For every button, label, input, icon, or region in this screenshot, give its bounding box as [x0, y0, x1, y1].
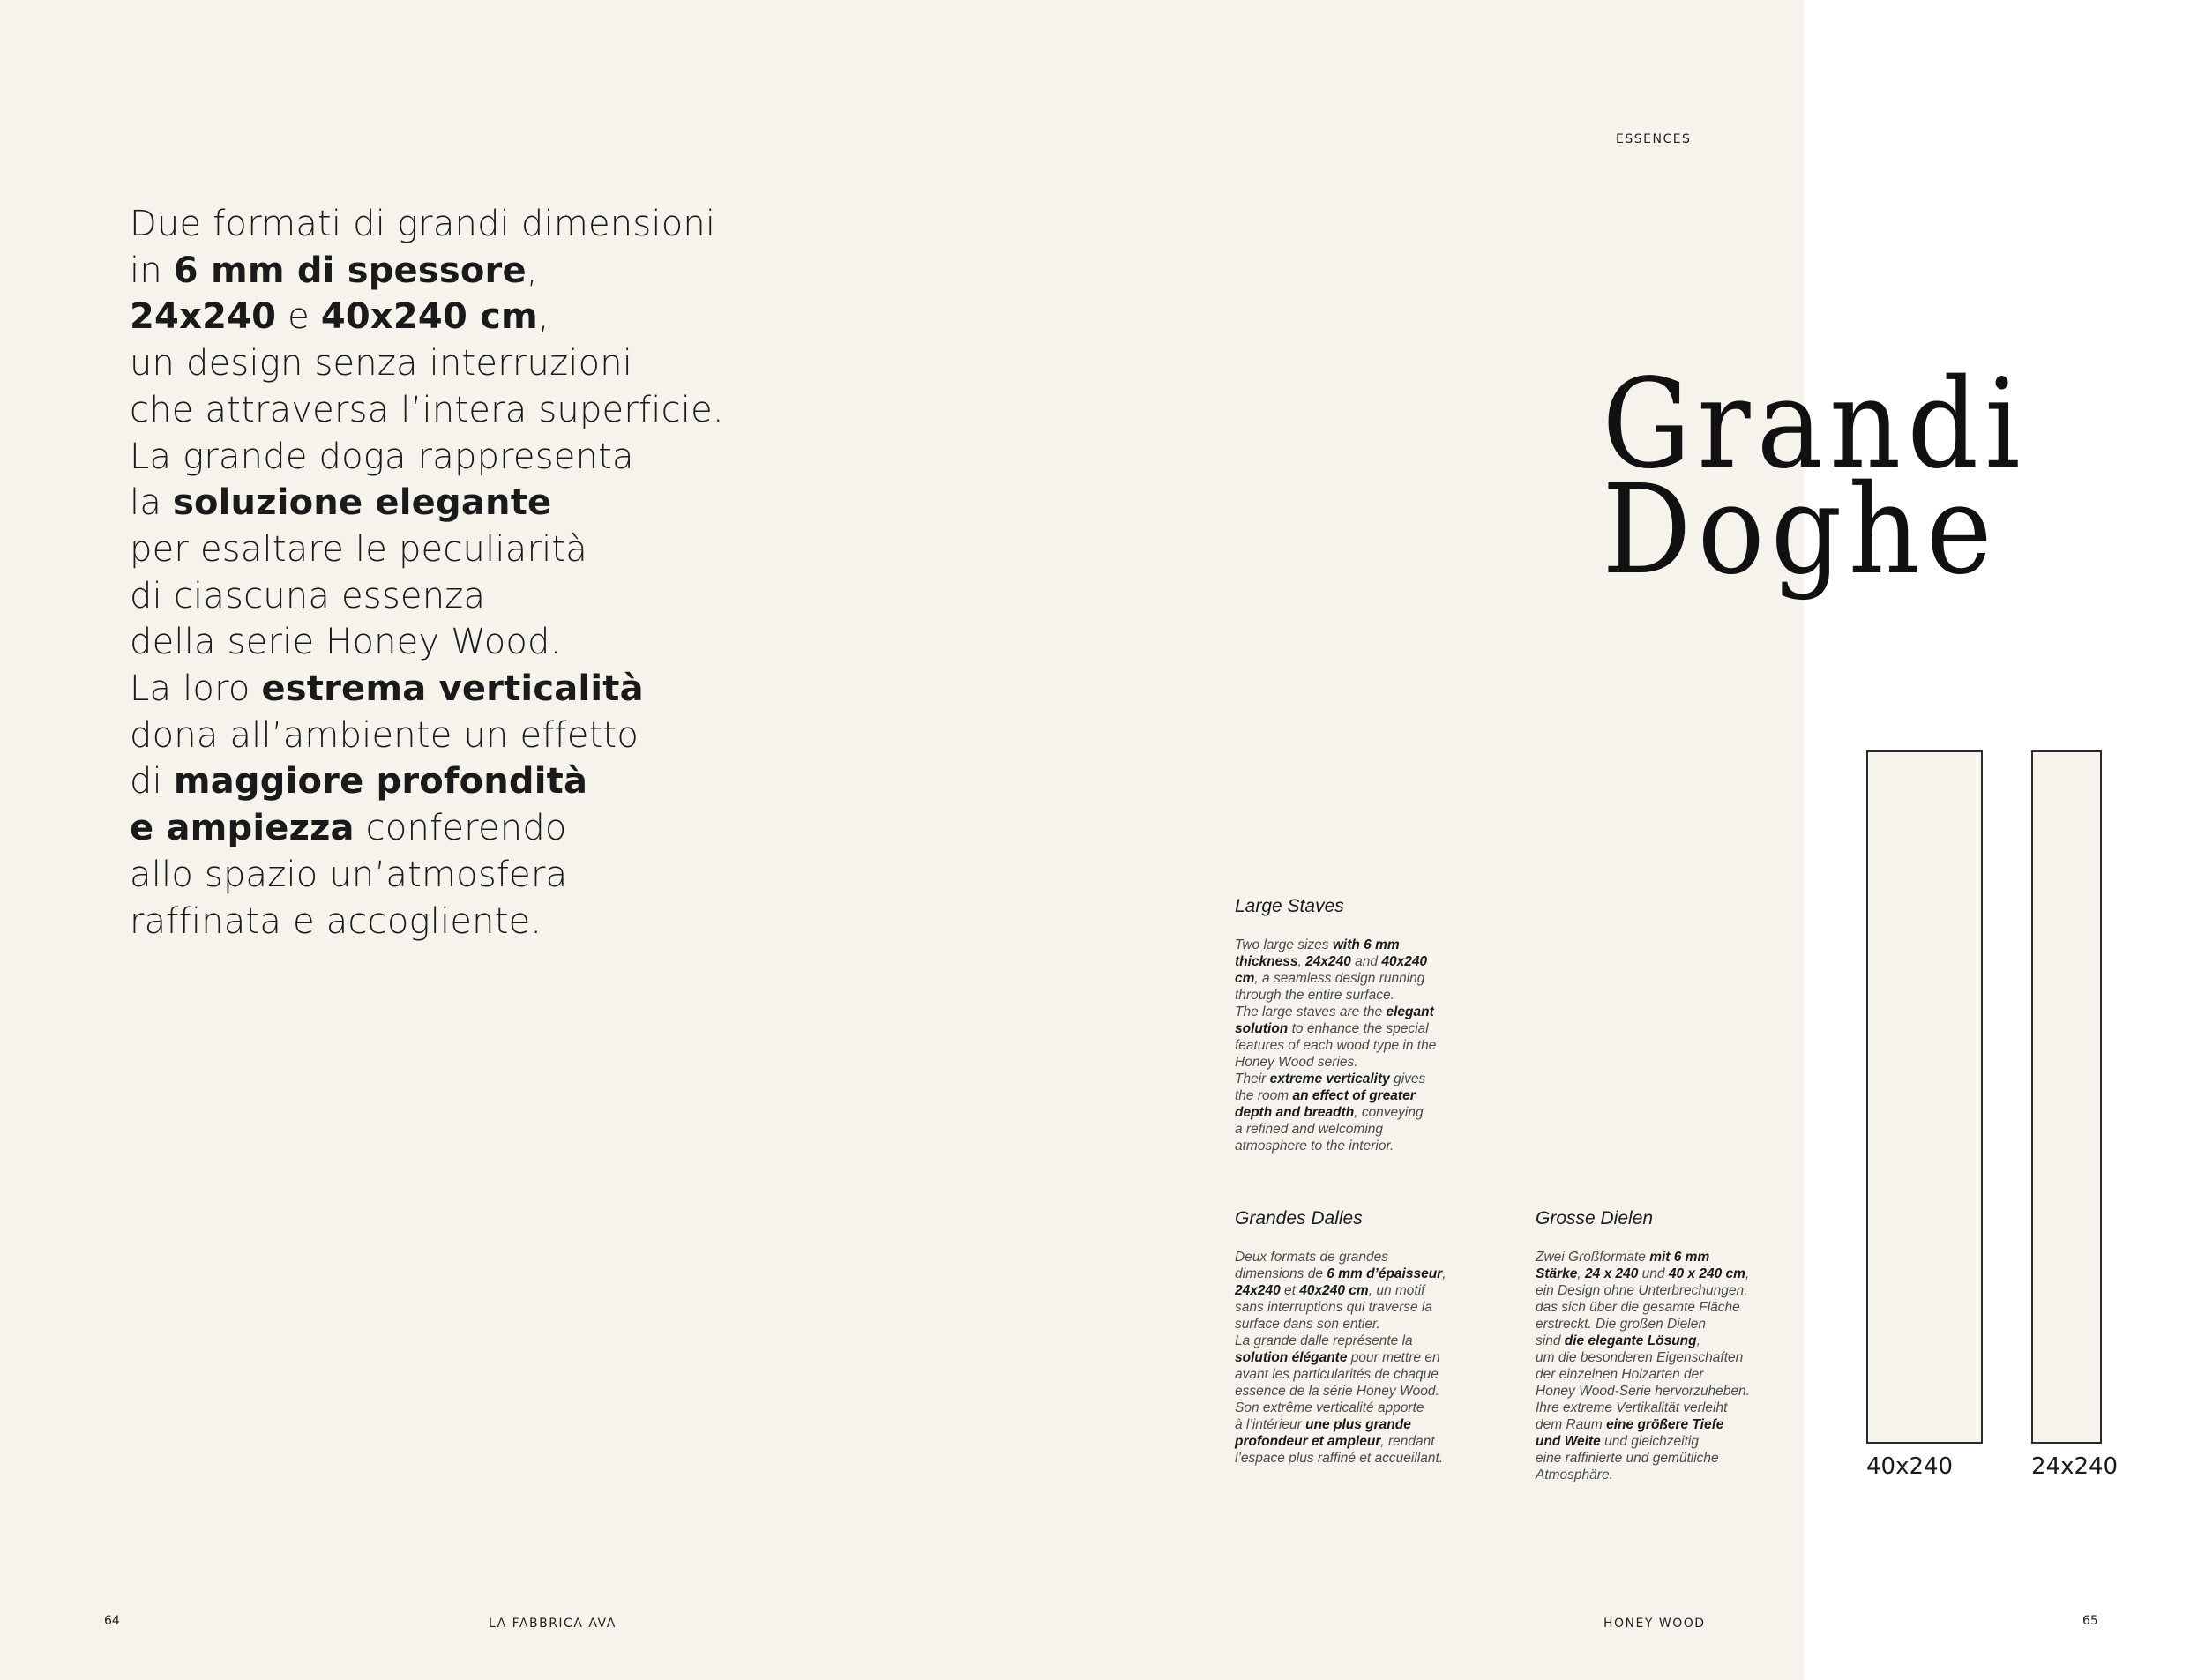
text-line: dimensions de 6 mm d’épaisseur, [1235, 1266, 1446, 1281]
translation-body [1235, 1249, 1499, 1467]
text-line: avant les particularités de chaque [1235, 1367, 1439, 1382]
text-line: Honey Wood-Serie hervorzuheben. [1536, 1384, 1750, 1399]
text-line: La grande doga rappresenta [130, 436, 634, 477]
text-line: raffinata e accogliente. [130, 900, 542, 942]
text-line: dona all’ambiente un effetto [130, 714, 639, 756]
text-line: atmosphere to the interior. [1235, 1139, 1394, 1154]
text-line: di maggiore profondità [130, 761, 588, 803]
footer-series-label: HONEY WOOD [1603, 1617, 1706, 1631]
text-line: ein Design ohne Unterbrechungen, [1536, 1283, 1748, 1298]
plank-swatch-40x240 [1866, 750, 1983, 1444]
text-line: La loro estrema verticalità [130, 668, 644, 710]
text-line: um die besonderen Eigenschaften [1536, 1350, 1744, 1365]
text-line: Their extreme verticality gives [1235, 1071, 1426, 1086]
text-line: the room an effect of greater [1235, 1088, 1416, 1103]
page-number-right: 65 [2082, 1614, 2098, 1628]
text-line: allo spazio un’atmosfera [130, 854, 568, 895]
text-line: un design senza interruzioni [130, 343, 633, 385]
text-line: la soluzione elegante [130, 482, 552, 524]
text-line: depth and breadth, conveying [1235, 1105, 1424, 1120]
text-line: solution élégante pour mettre en [1235, 1350, 1440, 1365]
section-label: ESSENCES [1616, 132, 1692, 146]
text-line: eine raffinierte und gemütliche [1536, 1451, 1719, 1466]
translation-english [1235, 896, 1499, 1154]
text-line: e ampiezza conferendo [130, 808, 567, 849]
text-line: di ciascuna essenza [130, 575, 486, 616]
text-line: The large staves are the elegant [1235, 1004, 1434, 1019]
text-line: profondeur et ampleur, rendant [1235, 1434, 1435, 1449]
text-line: à l’intérieur une plus grande [1235, 1417, 1411, 1432]
text-line: 24x240 e 40x240 cm, [130, 296, 549, 338]
text-line: solution to enhance the special [1235, 1021, 1429, 1036]
text-line: Stärke, 24 x 240 und 40 x 240 cm, [1536, 1266, 1750, 1281]
text-line: per esaltare le peculiarità [130, 528, 587, 570]
text-line: Zwei Großformate mit 6 mm [1536, 1250, 1710, 1265]
text-line: a refined and welcoming [1235, 1122, 1384, 1137]
intro-paragraph [130, 201, 923, 945]
plank-swatch-24x240 [2031, 750, 2102, 1444]
title-line-1: Grandi [1602, 353, 2027, 497]
title-line-2: Doghe [1602, 459, 1999, 602]
text-line: 24x240 et 40x240 cm, un motif [1235, 1283, 1425, 1298]
translation-heading: Grandes Dalles [1235, 1208, 1363, 1228]
text-line: Ihre extreme Vertikalität verleiht [1536, 1400, 1728, 1415]
text-line: through the entire surface. [1235, 988, 1394, 1003]
text-line: sans interruptions qui traverse la [1235, 1300, 1433, 1315]
plank-label-40x240: 40x240 [1866, 1453, 1954, 1480]
translation-body [1536, 1249, 1800, 1483]
text-line: in 6 mm di spessore, [130, 250, 538, 291]
text-line: sind die elegante Lösung, [1536, 1333, 1700, 1348]
translation-body [1235, 937, 1499, 1154]
page-number-left: 64 [104, 1614, 120, 1628]
translation-german [1536, 1208, 1800, 1483]
translation-heading: Grosse Dielen [1536, 1208, 1654, 1228]
text-line: l’espace plus raffiné et accueillant. [1235, 1451, 1444, 1466]
text-line: erstreckt. Die großen Dielen [1536, 1317, 1706, 1332]
footer-brand-label: LA FABBRICA AVA [489, 1617, 617, 1631]
text-line: und Weite und gleichzeitig [1536, 1434, 1699, 1449]
text-line: features of each wood type in the [1235, 1038, 1437, 1053]
text-line: Son extrême verticalité apporte [1235, 1400, 1424, 1415]
text-line: Two large sizes with 6 mm [1235, 937, 1400, 952]
text-line: dem Raum eine größere Tiefe [1536, 1417, 1724, 1432]
text-line: della serie Honey Wood. [130, 622, 562, 663]
text-line: Deux formats de grandes [1235, 1250, 1389, 1265]
text-line: der einzelnen Holzarten der [1536, 1367, 1704, 1382]
page-title [1583, 353, 2027, 602]
text-line: che attraversa l’intera superficie. [130, 389, 724, 430]
translation-french [1235, 1208, 1499, 1467]
text-line: cm, a seamless design running [1235, 971, 1425, 986]
text-line: Atmosphäre. [1536, 1467, 1613, 1482]
text-line: thickness, 24x240 and 40x240 [1235, 954, 1428, 969]
text-line: essence de la série Honey Wood. [1235, 1384, 1439, 1399]
translation-heading: Large Staves [1235, 896, 1344, 916]
text-line: surface dans son entier. [1235, 1317, 1380, 1332]
text-line: Honey Wood series. [1235, 1055, 1358, 1070]
plank-label-24x240: 24x240 [2031, 1453, 2119, 1480]
text-line: das sich über die gesamte Fläche [1536, 1300, 1740, 1315]
text-line: La grande dalle représente la [1235, 1333, 1413, 1348]
text-line: Due formati di grandi dimensioni [130, 204, 716, 244]
